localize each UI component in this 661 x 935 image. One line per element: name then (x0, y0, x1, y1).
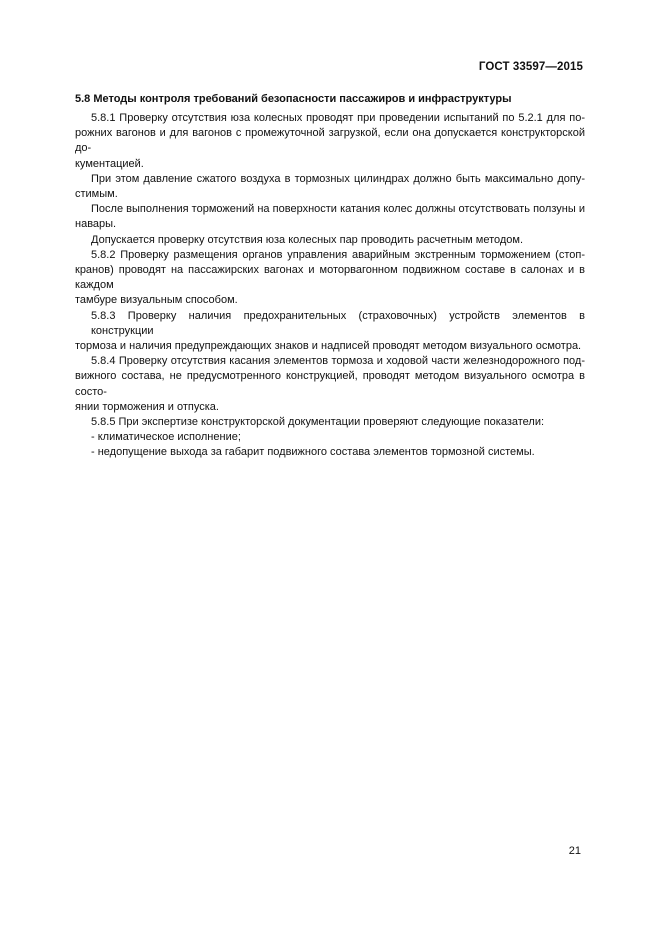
paragraph-line: - климатическое исполнение; (91, 431, 241, 444)
paragraph (75, 415, 585, 430)
paragraph-line: тамбуре визуальным способом. (75, 294, 238, 307)
paragraph (75, 111, 585, 172)
body-text (75, 111, 585, 461)
paragraph-line: стимым. (75, 188, 118, 201)
paragraph-line: рожних вагонов и для вагонов с промежуточной загрузкой, если она допускается конструкторской до- (75, 127, 585, 155)
paragraph-line: Допускается проверку отсутствия юза колесных пар проводить расчетным методом. (91, 233, 524, 246)
paragraph-line: - недопущение выхода за габарит подвижного состава элементов тормозной системы. (91, 446, 535, 459)
paragraph-line: навары. (75, 218, 117, 231)
paragraph (75, 445, 585, 460)
paragraph-line: 5.8.5 При экспертизе конструкторской документации проверяют следующие показатели: (91, 416, 545, 429)
paragraph-line: янии торможения и отпуска. (75, 400, 219, 413)
paragraph (75, 430, 585, 445)
paragraph (75, 309, 585, 355)
paragraph (75, 202, 585, 232)
paragraph (75, 233, 585, 248)
paragraph-line: кранов) проводят на пассажирских вагонах и моторвагонном подвижном составе в салонах и в каждом (75, 264, 585, 292)
paragraph (75, 354, 585, 415)
paragraph-line: После выполнения торможений на поверхности катания колес должны отсутствовать ползуны и (91, 203, 585, 216)
paragraph (75, 172, 585, 202)
paragraph-line: 5.8.4 Проверку отсутствия касания элементов тормоза и ходовой части железнодорожного под- (91, 355, 585, 368)
paragraph-line: кументацией. (75, 157, 144, 170)
paragraph-line: вижного состава, не предусмотренного конструкцией, проводят методом визуального осмотра в состо- (75, 370, 585, 398)
paragraph-line: 5.8.1 Проверку отсутствия юза колесных проводят при проведении испытаний по 5.2.1 для по- (91, 112, 585, 124)
paragraph-line: 5.8.3 Проверку наличия предохранительных (страховочных) устройств элементов в конструкции (91, 309, 585, 337)
document-id-header: ГОСТ 33597—2015 (478, 61, 583, 73)
paragraph-line: тормоза и наличия предупреждающих знаков и надписей проводят методом визуального осмотра. (75, 340, 582, 353)
paragraph-line: 5.8.2 Проверку размещения органов управления аварийным экстренным торможением (стоп- (91, 248, 585, 261)
paragraph (75, 248, 585, 309)
paragraph-line: При этом давление сжатого воздуха в тормозных цилиндрах должно быть максимально допу- (91, 172, 585, 185)
section-title: 5.8 Методы контроля требований безопасности пассажиров и инфраструктуры (75, 93, 512, 105)
page-number: 21 (568, 845, 581, 857)
